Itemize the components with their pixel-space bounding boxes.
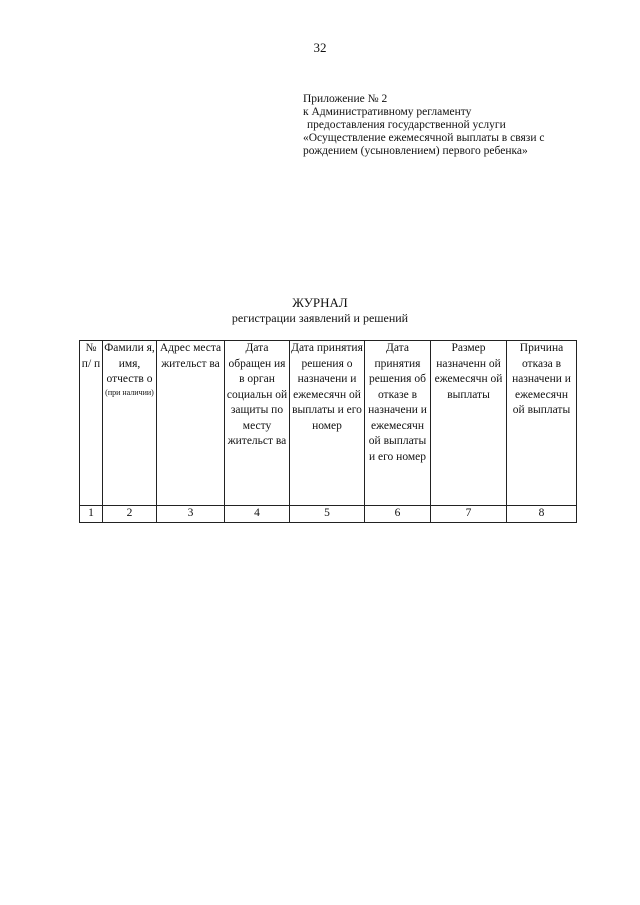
header-row xyxy=(80,341,577,506)
journal-table xyxy=(79,340,577,523)
header-cell-address: Адрес места жительст ва xyxy=(157,341,225,506)
header-cell-name: Фамили я, имя, отчеств о (при наличии) xyxy=(103,341,157,506)
column-number-cell: 5 xyxy=(290,506,365,523)
appendix-block xyxy=(303,93,623,158)
journal-title-block xyxy=(0,295,640,326)
column-number-row xyxy=(80,506,577,523)
header-cell-decision-date: Дата принятия решения о назначени и ежемесячн ой выплаты и его номер xyxy=(290,341,365,506)
column-number-cell: 7 xyxy=(431,506,507,523)
journal-title: ЖУРНАЛ xyxy=(292,295,348,310)
appendix-line: к Административному регламенту xyxy=(303,106,472,118)
header-cell-refusal-reason: Причина отказа в назначени и ежемесячн ой выплаты xyxy=(507,341,577,506)
appendix-line: предоставления государственной услуги xyxy=(307,119,506,131)
appendix-line: Приложение № 2 xyxy=(303,93,388,105)
header-note: (при наличии) xyxy=(105,387,154,397)
column-number-cell: 6 xyxy=(365,506,431,523)
appendix-line: рождением (усыновлением) первого ребенка» xyxy=(303,145,528,157)
column-number-cell: 4 xyxy=(225,506,290,523)
appendix-line: «Осуществление ежемесячной выплаты в связи с xyxy=(303,132,545,144)
header-cell-refusal-date: Дата принятия решения об отказе в назначени и ежемесячн ой выплаты и его номер xyxy=(365,341,431,506)
page-number: 32 xyxy=(313,40,327,55)
journal-subtitle: регистрации заявлений и решений xyxy=(231,311,409,325)
header-cell-application-date: Дата обращен ия в орган социальн ой защиты по месту жительст ва xyxy=(225,341,290,506)
column-number-cell: 8 xyxy=(507,506,577,523)
column-number-cell: 1 xyxy=(80,506,103,523)
column-number-cell: 3 xyxy=(157,506,225,523)
header-cell-payment-amount: Размер назначенн ой ежемесячн ой выплаты xyxy=(431,341,507,506)
column-number-cell: 2 xyxy=(103,506,157,523)
header-cell-number: № п/ п xyxy=(80,341,103,506)
